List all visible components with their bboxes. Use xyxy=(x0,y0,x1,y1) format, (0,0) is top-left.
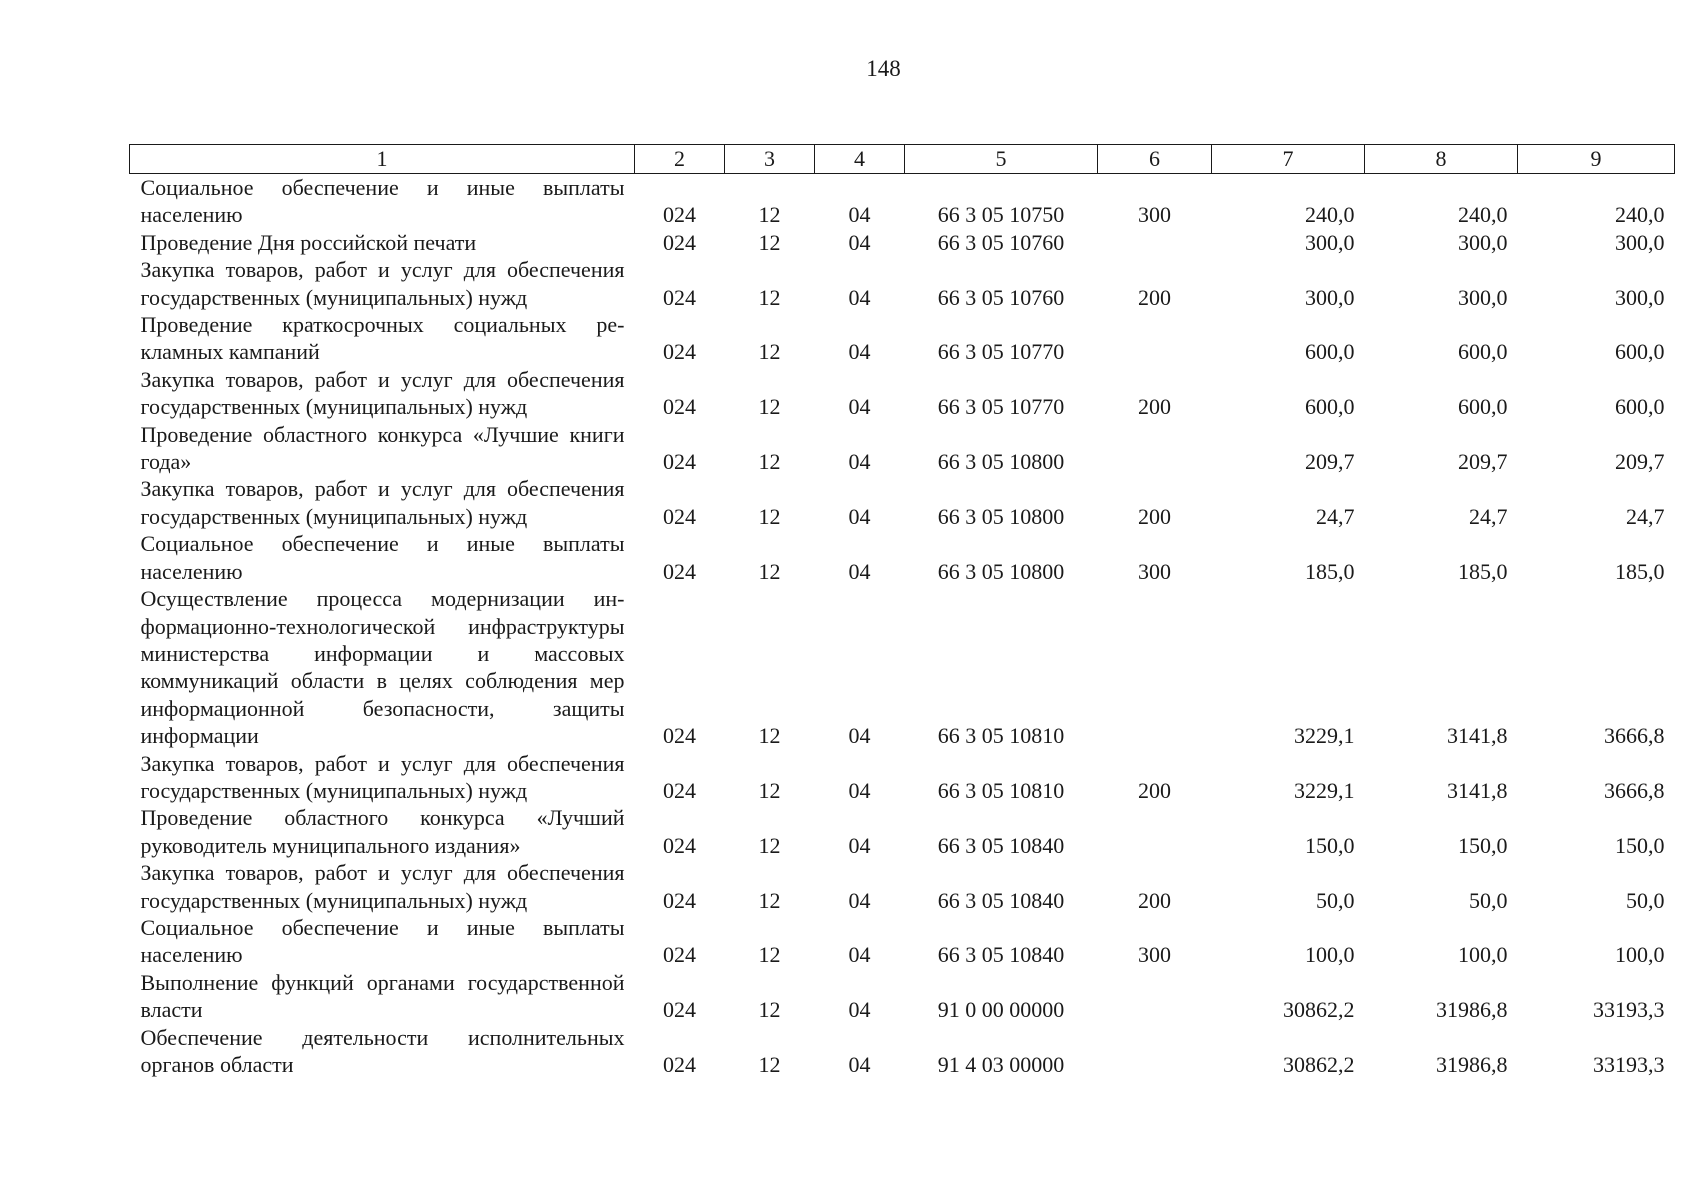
row-col-6: 200 xyxy=(1138,887,1171,913)
row-name: Выполнение функций органами государственной власти xyxy=(140,969,625,1023)
row-col-6: 200 xyxy=(1138,394,1171,420)
row-col-2: 024 xyxy=(663,339,696,365)
row-col-6: 300 xyxy=(1138,942,1171,968)
row-col-3: 12 xyxy=(758,394,781,420)
row-col-8: 31986,8 xyxy=(1436,997,1508,1023)
row-col-5: 66 3 05 10810 xyxy=(937,777,1065,803)
row-col-5: 66 3 05 10800 xyxy=(937,449,1065,475)
row-col-6: 300 xyxy=(1138,202,1171,228)
table-row xyxy=(130,174,1675,229)
row-col-5: 91 4 03 00000 xyxy=(937,1052,1065,1077)
header-col-9: 9 xyxy=(1518,145,1675,174)
row-col-7: 240,0 xyxy=(1305,202,1355,228)
row-col-4: 04 xyxy=(848,394,871,420)
row-col-8: 31986,8 xyxy=(1436,1052,1508,1077)
row-col-2: 024 xyxy=(663,558,696,584)
row-col-2: 024 xyxy=(663,723,696,749)
row-col-3: 12 xyxy=(758,449,781,475)
row-col-4: 04 xyxy=(848,997,871,1023)
row-col-4: 04 xyxy=(848,284,871,310)
row-col-9: 300,0 xyxy=(1615,284,1665,310)
header-col-3: 3 xyxy=(725,145,815,174)
row-name: Проведение краткосрочных социальных рекламных кампаний xyxy=(140,312,625,365)
row-name: Закупка товаров, работ и услуг для обеспечения государственных (муниципальных) нужд xyxy=(140,257,625,310)
header-col-1: 1 xyxy=(130,145,635,174)
page-number: 148 xyxy=(866,56,901,81)
row-col-9: 300,0 xyxy=(1615,229,1665,255)
row-col-5: 66 3 05 10770 xyxy=(937,339,1065,365)
table-row xyxy=(130,859,1675,914)
row-col-6 xyxy=(1098,585,1212,749)
row-col-9: 33193,3 xyxy=(1593,997,1665,1023)
row-col-4: 04 xyxy=(848,449,871,475)
row-col-5: 66 3 05 10760 xyxy=(937,284,1065,310)
row-name: Социальное обеспечение и иные выплаты населению xyxy=(140,531,625,584)
row-col-3: 12 xyxy=(758,229,781,255)
table-row xyxy=(130,311,1675,366)
table-row xyxy=(130,530,1675,585)
row-col-8: 300,0 xyxy=(1458,229,1508,255)
table-row xyxy=(130,475,1675,530)
row-col-7: 600,0 xyxy=(1305,394,1355,420)
row-col-7: 100,0 xyxy=(1305,942,1355,968)
row-col-6: 300 xyxy=(1138,558,1171,584)
row-col-5: 66 3 05 10840 xyxy=(937,942,1065,968)
row-col-9: 185,0 xyxy=(1615,558,1665,584)
row-col-8: 209,7 xyxy=(1458,449,1508,475)
row-name: Проведение областного конкурса «Лучший руководитель муниципального издания» xyxy=(140,805,625,858)
row-col-9: 3666,8 xyxy=(1604,777,1665,803)
row-col-9: 240,0 xyxy=(1615,202,1665,228)
header-col-4: 4 xyxy=(815,145,905,174)
row-col-9: 100,0 xyxy=(1615,942,1665,968)
row-col-5: 66 3 05 10760 xyxy=(937,229,1065,255)
row-col-5: 66 3 05 10750 xyxy=(937,202,1065,228)
row-col-5: 66 3 05 10800 xyxy=(937,503,1065,529)
row-col-6 xyxy=(1098,969,1212,1024)
row-col-5: 66 3 05 10770 xyxy=(937,394,1065,420)
row-col-7: 24,7 xyxy=(1316,503,1355,529)
row-col-6 xyxy=(1098,311,1212,366)
row-col-7: 185,0 xyxy=(1305,558,1355,584)
row-col-4: 04 xyxy=(848,202,871,228)
budget-table xyxy=(129,144,1675,1078)
row-col-8: 50,0 xyxy=(1469,887,1508,913)
row-col-2: 024 xyxy=(663,942,696,968)
row-name: Проведение областного конкурса «Лучшие книги года» xyxy=(140,421,625,475)
row-col-6: 200 xyxy=(1138,503,1171,529)
row-col-8: 3141,8 xyxy=(1447,723,1508,749)
row-col-6 xyxy=(1098,1024,1212,1079)
row-col-3: 12 xyxy=(758,284,781,310)
row-col-3: 12 xyxy=(758,339,781,365)
row-name: Проведение Дня российской печати xyxy=(140,229,477,255)
table-row xyxy=(130,585,1675,749)
row-col-9: 50,0 xyxy=(1626,887,1665,913)
table-row xyxy=(130,366,1675,421)
row-col-3: 12 xyxy=(758,558,781,584)
row-col-6 xyxy=(1098,229,1212,256)
row-name: Социальное обеспечение и иные выплаты населению xyxy=(140,914,625,968)
row-col-3: 12 xyxy=(758,503,781,529)
row-col-2: 024 xyxy=(663,503,696,529)
row-col-3: 12 xyxy=(758,202,781,228)
row-col-8: 600,0 xyxy=(1458,394,1508,420)
row-col-8: 240,0 xyxy=(1458,202,1508,228)
row-col-8: 24,7 xyxy=(1469,503,1508,529)
header-col-8: 8 xyxy=(1365,145,1518,174)
row-col-8: 185,0 xyxy=(1458,558,1508,584)
row-col-8: 100,0 xyxy=(1458,942,1508,968)
table-row xyxy=(130,804,1675,859)
header-col-5: 5 xyxy=(905,145,1098,174)
row-col-3: 12 xyxy=(758,832,781,858)
row-name: Осуществление процесса модернизации информационно-технологической инфраструктуры министерства информации и массовых коммуникаций области в целях соблюдения мер информационной безопасности, защиты информации xyxy=(140,586,625,749)
row-name: Закупка товаров, работ и услуг для обеспечения государственных (муниципальных) нужд xyxy=(140,860,625,913)
row-col-6 xyxy=(1098,421,1212,476)
row-col-3: 12 xyxy=(758,942,781,968)
row-col-4: 04 xyxy=(848,229,871,255)
row-col-2: 024 xyxy=(663,997,696,1023)
row-name: Обеспечение деятельности исполнительных органов области xyxy=(140,1024,625,1077)
row-name: Социальное обеспечение и иные выплаты населению xyxy=(140,175,625,228)
row-col-9: 150,0 xyxy=(1615,832,1665,858)
row-col-4: 04 xyxy=(848,723,871,749)
row-col-5: 66 3 05 10840 xyxy=(937,887,1065,913)
row-col-7: 300,0 xyxy=(1305,229,1355,255)
row-col-7: 3229,1 xyxy=(1294,777,1355,803)
table-row xyxy=(130,421,1675,476)
row-col-9: 3666,8 xyxy=(1604,723,1665,749)
row-name: Закупка товаров, работ и услуг для обеспечения государственных (муниципальных) нужд xyxy=(140,366,625,420)
table-row xyxy=(130,229,1675,256)
row-name: Закупка товаров, работ и услуг для обеспечения государственных (муниципальных) нужд xyxy=(140,750,625,803)
row-col-7: 150,0 xyxy=(1305,832,1355,858)
row-col-4: 04 xyxy=(848,832,871,858)
row-col-5: 66 3 05 10810 xyxy=(937,723,1065,749)
row-col-9: 209,7 xyxy=(1615,449,1665,475)
row-col-3: 12 xyxy=(758,1052,781,1077)
row-col-8: 300,0 xyxy=(1458,284,1508,310)
row-col-2: 024 xyxy=(663,202,696,228)
row-col-4: 04 xyxy=(848,503,871,529)
row-col-2: 024 xyxy=(663,1052,696,1077)
row-col-6: 200 xyxy=(1138,284,1171,310)
header-row xyxy=(130,145,1675,174)
row-col-2: 024 xyxy=(663,284,696,310)
row-col-3: 12 xyxy=(758,997,781,1023)
row-col-7: 50,0 xyxy=(1316,887,1355,913)
row-col-2: 024 xyxy=(663,832,696,858)
row-col-2: 024 xyxy=(663,777,696,803)
table-row xyxy=(130,750,1675,805)
row-col-7: 3229,1 xyxy=(1294,723,1355,749)
row-col-9: 33193,3 xyxy=(1593,1052,1665,1077)
row-col-4: 04 xyxy=(848,339,871,365)
table-row xyxy=(130,969,1675,1024)
row-col-7: 300,0 xyxy=(1305,284,1355,310)
row-col-4: 04 xyxy=(848,942,871,968)
row-col-2: 024 xyxy=(663,449,696,475)
row-col-7: 209,7 xyxy=(1305,449,1355,475)
row-col-7: 600,0 xyxy=(1305,339,1355,365)
row-col-6 xyxy=(1098,804,1212,859)
row-col-2: 024 xyxy=(663,229,696,255)
table-row xyxy=(130,914,1675,969)
row-col-3: 12 xyxy=(758,723,781,749)
table-row xyxy=(130,1024,1675,1079)
row-col-8: 600,0 xyxy=(1458,339,1508,365)
row-col-2: 024 xyxy=(663,887,696,913)
row-col-3: 12 xyxy=(758,777,781,803)
header-col-7: 7 xyxy=(1212,145,1365,174)
row-col-4: 04 xyxy=(848,777,871,803)
table-body xyxy=(130,174,1675,1079)
row-col-7: 30862,2 xyxy=(1283,1052,1355,1077)
row-col-3: 12 xyxy=(758,887,781,913)
row-col-4: 04 xyxy=(848,558,871,584)
row-col-6: 200 xyxy=(1138,777,1171,803)
row-col-4: 04 xyxy=(848,1052,871,1077)
row-col-9: 600,0 xyxy=(1615,339,1665,365)
row-col-7: 30862,2 xyxy=(1283,997,1355,1023)
row-col-9: 600,0 xyxy=(1615,394,1665,420)
row-col-9: 24,7 xyxy=(1626,503,1665,529)
row-col-8: 150,0 xyxy=(1458,832,1508,858)
row-col-4: 04 xyxy=(848,887,871,913)
table-header xyxy=(130,145,1675,174)
row-col-8: 3141,8 xyxy=(1447,777,1508,803)
header-col-2: 2 xyxy=(635,145,725,174)
row-col-5: 66 3 05 10800 xyxy=(937,558,1065,584)
row-col-2: 024 xyxy=(663,394,696,420)
row-col-5: 66 3 05 10840 xyxy=(937,832,1065,858)
row-name: Закупка товаров, работ и услуг для обеспечения государственных (муниципальных) нужд xyxy=(140,476,625,529)
header-col-6: 6 xyxy=(1098,145,1212,174)
row-col-5: 91 0 00 00000 xyxy=(937,997,1065,1023)
table-row xyxy=(130,256,1675,311)
